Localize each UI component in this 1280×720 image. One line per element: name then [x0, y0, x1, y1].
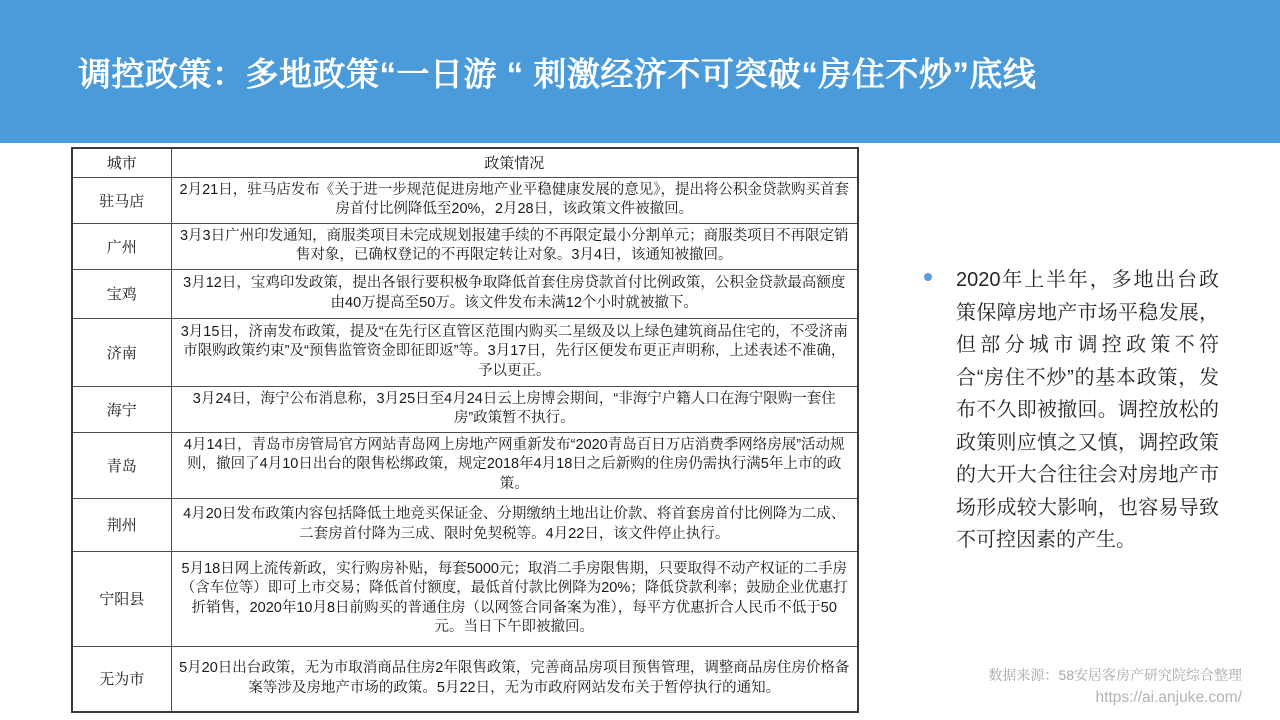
policy-table-body	[72, 177, 858, 712]
footer	[988, 665, 1242, 708]
policy-cell: 2月21日，驻马店发布《关于进一步规范促进房地产业平稳健康发展的意见》，提出将公积金贷款购买首套房首付比例降低至20%，2月28日，该政策文件被撤回。	[171, 177, 858, 223]
table-row	[72, 432, 858, 498]
bullet-icon	[924, 273, 932, 281]
policy-cell: 5月20日出台政策，无为市取消商品住房2年限售政策，完善商品房项目预售管理，调整商品房住房价格备案等涉及房地产市场的政策。5月22日，无为市政府网站发布关于暂停执行的通知。	[171, 646, 858, 712]
city-cell: 青岛	[72, 432, 171, 498]
table-row	[72, 177, 858, 223]
data-source-label: 数据来源：58安居客房产研究院综合整理	[988, 667, 1242, 683]
policy-cell: 3月24日，海宁公布消息称，3月25日至4月24日云上房博会期间，“非海宁户籍人口在海宁限购一套住房”政策暂不执行。	[171, 386, 858, 432]
column-header-city: 城市	[72, 148, 171, 177]
policy-table	[71, 147, 859, 713]
policy-cell: 3月3日广州印发通知，商服类项目未完成规划报建手续的不再限定最小分割单元；商服类项目不再限定销售对象，已确权登记的不再限定转让对象。3月4日，该通知被撤回。	[171, 223, 858, 269]
slide-title: 调控政策：多地政策“一日游 “ 刺激经济不可突破“房住不炒”底线	[78, 55, 1037, 92]
city-cell: 荆州	[72, 498, 171, 551]
city-cell: 宝鸡	[72, 269, 171, 318]
title-banner	[0, 0, 1280, 143]
column-header-policy: 政策情况	[171, 148, 858, 177]
city-cell: 无为市	[72, 646, 171, 712]
table-row	[72, 646, 858, 712]
city-cell: 宁阳县	[72, 551, 171, 646]
table-header-row	[72, 148, 858, 177]
table-row	[72, 386, 858, 432]
city-cell: 济南	[72, 318, 171, 386]
table-row	[72, 318, 858, 386]
policy-cell: 3月12日，宝鸡印发政策，提出各银行要积极争取降低首套住房贷款首付比例政策，公积金贷款最高额度由40万提高至50万。该文件发布未满12个小时就被撤下。	[171, 269, 858, 318]
table-row	[72, 269, 858, 318]
city-cell: 海宁	[72, 386, 171, 432]
source-url: https://ai.anjuke.com/	[1095, 689, 1242, 706]
policy-cell: 4月20日发布政策内容包括降低土地竞买保证金、分期缴纳土地出让价款、将首套房首付比例降为二成、二套房首付降为三成、限时免契税等。4月22日，该文件停止执行。	[171, 498, 858, 551]
policy-cell: 3月15日，济南发布政策，提及“在先行区直管区范围内购买二星级及以上绿色建筑商品住宅的，不受济南市限购政策约束”及“预售监管资金即征即返”等。3月17日，先行区便发布更正声明称，上述表述不准确，予以更正。	[171, 318, 858, 386]
city-cell: 广州	[72, 223, 171, 269]
city-cell: 驻马店	[72, 177, 171, 223]
side-note-text: 2020年上半年，多地出台政策保障房地产市场平稳发展，但部分城市调控政策不符合“房住不炒”的基本政策，发布不久即被撤回。调控放松的政策则应慎之又慎，调控政策的大开大合往往会对房地产市场形成较大影响，也容易导致不可控因素的产生。	[956, 269, 1219, 551]
policy-cell: 4月14日，青岛市房管局官方网站青岛网上房地产网重新发布“2020青岛百日万店消费季网络房展”活动规则，撤回了4月10日出台的限售松绑政策，规定2018年4月18日之后新购的住房仍需执行满5年上市的政策。	[171, 432, 858, 498]
policy-cell: 5月18日网上流传新政，实行购房补贴，每套5000元；取消二手房限售期，只要取得不动产权证的二手房（含车位等）即可上市交易；降低首付额度，最低首付款比例降为20%；降低贷款利率；鼓励企业优惠打折销售，2020年10月8日前购买的普通住房（以网签合同备案为准），每平方优惠折合人民币不低于50元。当日下午即被撤回。	[171, 551, 858, 646]
table-row	[72, 223, 858, 269]
table-row	[72, 551, 858, 646]
table-row	[72, 498, 858, 551]
